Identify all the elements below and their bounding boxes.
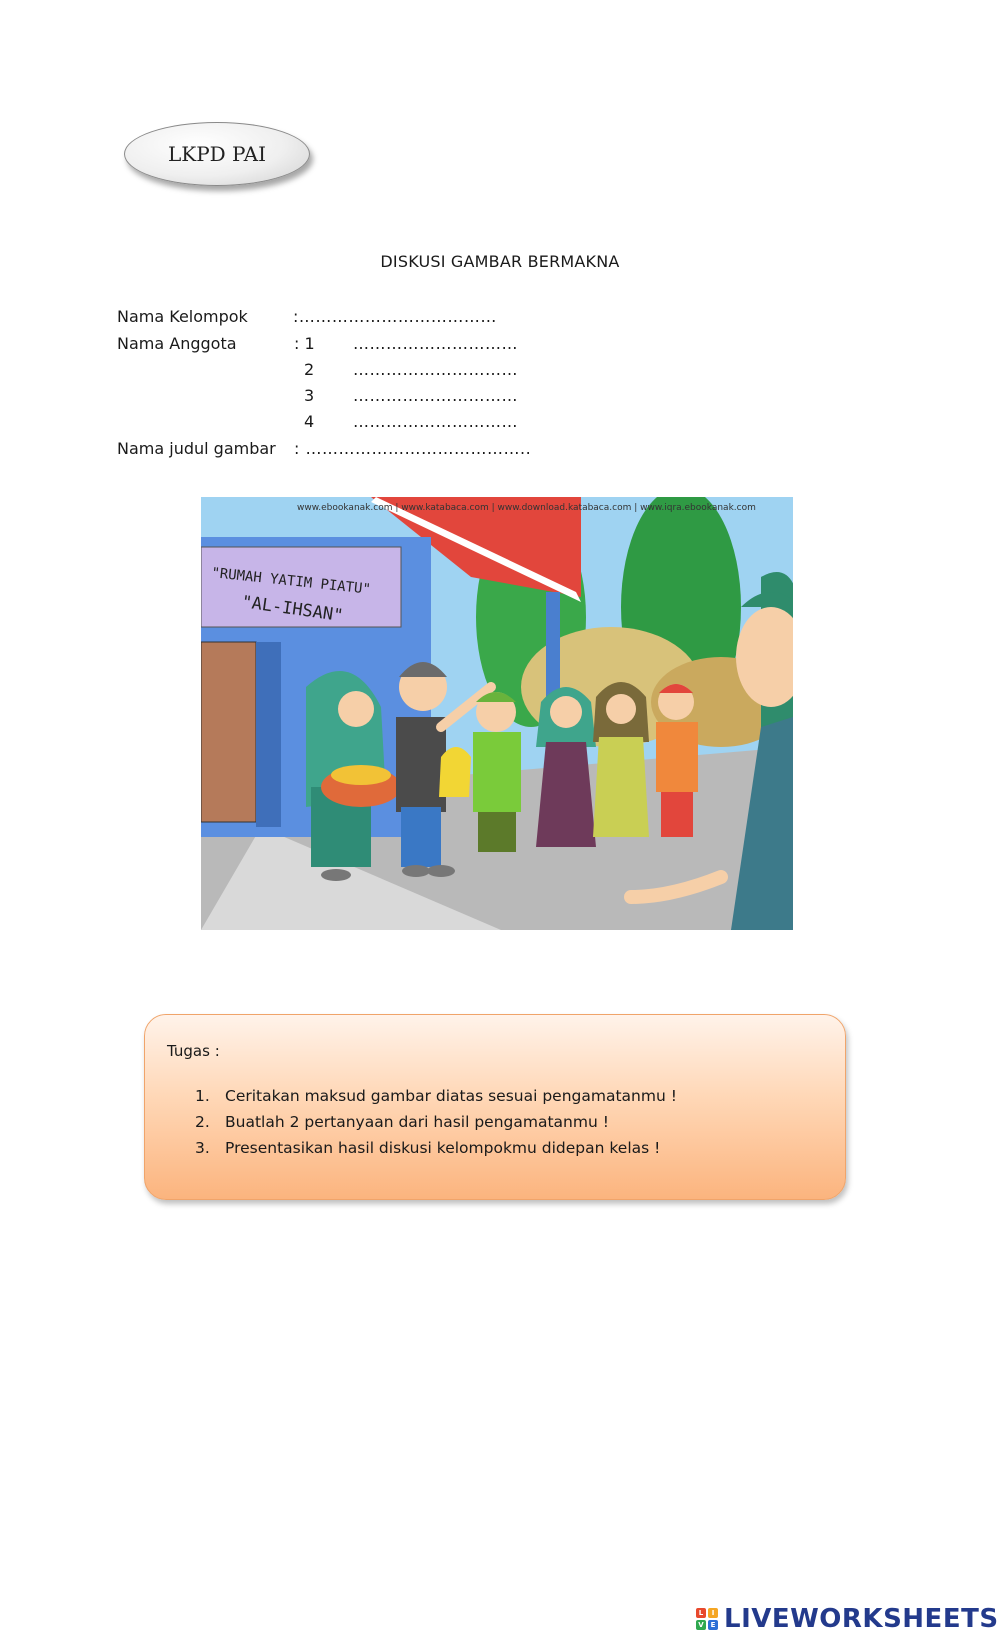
page-title: DISKUSI GAMBAR BERMAKNA	[380, 252, 620, 271]
logo-cell-e: E	[708, 1620, 718, 1630]
picture-title-value[interactable]: : …………………………………..	[294, 439, 532, 458]
logo-cell-v: V	[696, 1620, 706, 1630]
group-value[interactable]: :………………………………	[293, 307, 497, 326]
boy-orange	[656, 684, 698, 837]
badge-label: LKPD PAI	[167, 142, 267, 166]
logo-mark-icon	[696, 1608, 718, 1630]
members-label: Nama Anggota	[117, 334, 237, 353]
task-text-1: Ceritakan maksud gambar diatas sesuai pengamatanmu !	[225, 1087, 677, 1105]
member-2-dots[interactable]: …………………………	[353, 360, 518, 379]
image-credit: www.ebookanak.com | www.katabaca.com | www.download.katabaca.com | www.iqra.ebookanak.com	[297, 503, 756, 513]
task-text-3: Presentasikan hasil diskusi kelompokmu didepan kelas !	[225, 1139, 661, 1157]
sign-line-2: "AL-IHSAN"	[240, 592, 345, 627]
girl-yellow	[593, 682, 649, 837]
task-num-1: 1.	[195, 1087, 210, 1105]
task-heading: Tugas :	[167, 1042, 220, 1060]
sign-line-1: "RUMAH YATIM PIATU"	[210, 565, 372, 598]
members-sep: : 1	[294, 334, 315, 353]
member-2-num: 2	[304, 360, 315, 379]
picture-title-label: Nama judul gambar	[117, 439, 276, 458]
group-label: Nama Kelompok	[117, 307, 248, 326]
member-4-num: 4	[304, 412, 315, 431]
task-text-2: Buatlah 2 pertanyaan dari hasil pengamatanmu !	[225, 1113, 609, 1131]
orphanage-scene	[201, 497, 793, 930]
task-box	[144, 1014, 846, 1200]
lkpd-badge	[124, 122, 310, 186]
member-3-dots[interactable]: …………………………	[353, 386, 518, 405]
logo-cell-l: L	[696, 1608, 706, 1618]
boy-green	[473, 692, 521, 852]
logo-cell-i: I	[708, 1608, 718, 1618]
member-3-num: 3	[304, 386, 315, 405]
task-num-2: 2.	[195, 1113, 210, 1131]
task-num-3: 3.	[195, 1139, 210, 1157]
liveworksheets-logo[interactable]	[696, 1604, 999, 1634]
member-4-dots[interactable]: …………………………	[353, 412, 518, 431]
illustration	[201, 497, 793, 930]
girl-purple	[536, 687, 596, 847]
yellow-bag	[439, 747, 471, 797]
member-1-dots[interactable]: …………………………	[353, 334, 518, 353]
logo-text: LIVEWORKSHEETS	[724, 1604, 999, 1634]
